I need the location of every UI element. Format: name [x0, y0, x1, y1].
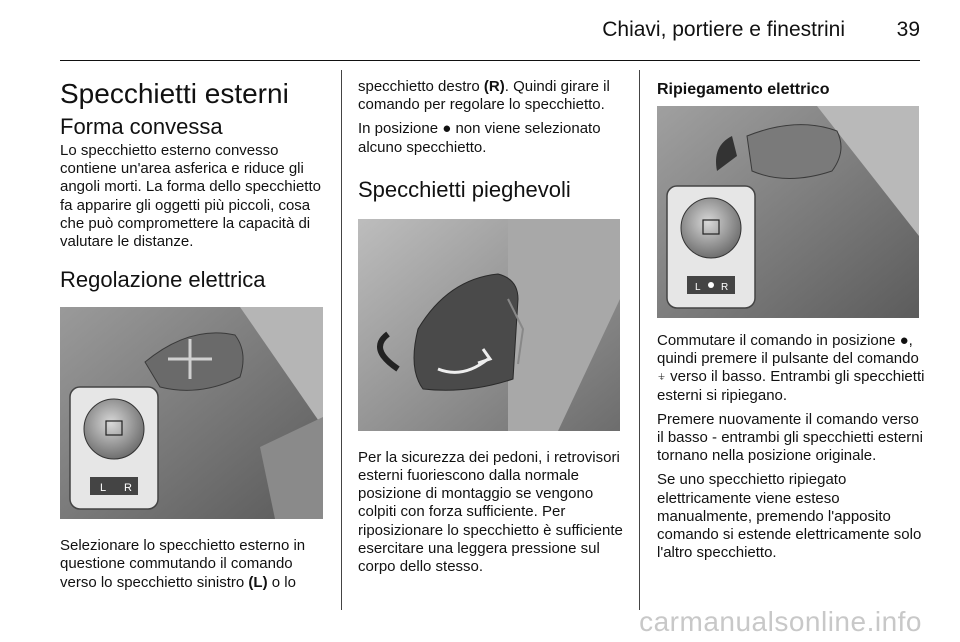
column-3	[657, 70, 925, 568]
electric-caption-continued: specchietto destro (R). Quindi girare il comando per regolare lo specchietto.	[358, 78, 610, 114]
electric-caption: Selezionare lo specchietto esterno in questione commutando il comando verso lo specchietto sinistro (L) o lo	[60, 537, 306, 591]
subsection-title-convex: Forma convessa	[60, 114, 223, 139]
mirror-fold-illustration	[358, 219, 620, 431]
subsection-title-folding: Specchietti pieghevoli	[358, 176, 571, 202]
power-fold-text-3: Se uno specchietto ripiegato elettricamente viene esteso manualmente, premendo l'apposito comando si estende elettricamente solo l'altro specchietto.	[657, 471, 922, 562]
header-rule	[60, 60, 920, 61]
power-fold-illustration	[657, 106, 919, 318]
switch-label-r: R	[124, 482, 132, 495]
power-fold-text-2: Premere nuovamente il comando verso il basso - entrambi gli specchietti esterni tornano nella posizione originale.	[657, 410, 923, 465]
mirror-adjust-illustration	[60, 307, 323, 519]
column-1	[60, 70, 328, 598]
switch-label-l: L	[100, 482, 107, 495]
position-text: In posizione ● non viene selezionato alcuno specchietto.	[358, 120, 601, 156]
folding-text: Per la sicurezza dei pedoni, i retrovisori esterni fuoriescono dalla normale posizione di montaggio se vengono colpiti con forza sufficiente. Per riposizionare lo specchietto è sufficiente esercitare una leggera pressione sul corpo dello stesso.	[358, 448, 623, 576]
convex-text: Lo specchietto esterno convesso contiene un'area asferica e riduce gli angoli morti. La forma dello specchietto fa apparire gli oggetti più piccoli, cosa che può compromettere la capacità di valutare le distanze.	[60, 142, 321, 251]
column-2	[358, 78, 626, 582]
switch-label-r: R	[721, 282, 729, 293]
column-divider	[341, 70, 342, 610]
column-divider	[639, 70, 640, 610]
section-title: Specchietti esterni	[60, 78, 289, 109]
header-title: Chiavi, portiere e finestrini	[602, 18, 845, 41]
subsection-title-electric: Regolazione elettrica	[60, 267, 266, 293]
power-fold-text-1: Commutare il comando in posizione ●, quindi premere il pulsante del comando ⍖ verso il basso. Entrambi gli specchietti esterni si ripiegano.	[657, 332, 925, 404]
page-number: 39	[896, 18, 920, 41]
watermark: carmanualsonline.info	[639, 606, 922, 637]
switch-label-l: L	[695, 282, 701, 293]
subsection-title-power-fold: Ripiegamento elettrico	[657, 81, 830, 98]
